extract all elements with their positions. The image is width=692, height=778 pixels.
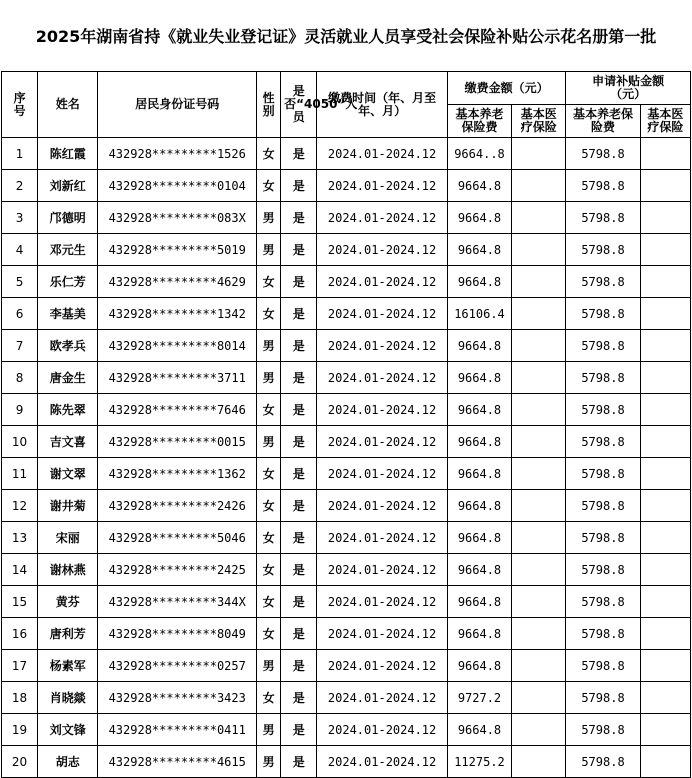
row-id-number: 432928*********2426 (98, 490, 257, 522)
row-medical-subsidy (640, 714, 690, 746)
row-name: 邝德明 (38, 202, 98, 234)
row-medical-paid (512, 746, 566, 778)
row-medical-subsidy (640, 586, 690, 618)
row-seq: 2 (2, 170, 38, 202)
row-gender: 女 (257, 138, 281, 170)
table-row (2, 298, 691, 330)
row-pension-paid: 9664.8 (447, 202, 511, 234)
header-pension-paid: 基本养老保险费 (447, 105, 511, 138)
row-id-number: 432928*********0015 (98, 426, 257, 458)
row-pension-paid: 9727.2 (447, 682, 511, 714)
row-gender: 女 (257, 554, 281, 586)
row-medical-subsidy (640, 618, 690, 650)
row-medical-paid (512, 138, 566, 170)
row-medical-paid (512, 362, 566, 394)
row-medical-subsidy (640, 330, 690, 362)
row-is-4050: 是 (281, 586, 317, 618)
row-pension-paid: 9664.8 (447, 618, 511, 650)
table-row (2, 714, 691, 746)
table-row (2, 138, 691, 170)
row-pension-paid: 9664..8 (447, 138, 511, 170)
row-pension-paid: 9664.8 (447, 170, 511, 202)
row-period: 2024.01-2024.12 (317, 394, 448, 426)
header-name: 姓名 (38, 72, 98, 138)
row-gender: 男 (257, 202, 281, 234)
row-medical-paid (512, 202, 566, 234)
row-period: 2024.01-2024.12 (317, 714, 448, 746)
row-seq: 14 (2, 554, 38, 586)
row-is-4050: 是 (281, 298, 317, 330)
table-row (2, 234, 691, 266)
row-period: 2024.01-2024.12 (317, 586, 448, 618)
row-pension-paid: 9664.8 (447, 490, 511, 522)
row-gender: 女 (257, 394, 281, 426)
row-medical-subsidy (640, 458, 690, 490)
row-is-4050: 是 (281, 138, 317, 170)
header-gender: 性别 (257, 72, 281, 138)
row-gender: 女 (257, 682, 281, 714)
row-is-4050: 是 (281, 490, 317, 522)
row-pension-paid: 16106.4 (447, 298, 511, 330)
row-is-4050: 是 (281, 170, 317, 202)
row-pension-subsidy: 5798.8 (566, 298, 640, 330)
row-medical-paid (512, 650, 566, 682)
row-medical-subsidy (640, 394, 690, 426)
row-name: 胡志 (38, 746, 98, 778)
row-pension-paid: 9664.8 (447, 586, 511, 618)
row-medical-paid (512, 618, 566, 650)
row-pension-paid: 9664.8 (447, 362, 511, 394)
table-row (2, 522, 691, 554)
table-row (2, 362, 691, 394)
row-seq: 4 (2, 234, 38, 266)
table-row (2, 426, 691, 458)
row-id-number: 432928*********8049 (98, 618, 257, 650)
row-id-number: 432928*********0257 (98, 650, 257, 682)
row-pension-paid: 9664.8 (447, 266, 511, 298)
row-period: 2024.01-2024.12 (317, 490, 448, 522)
row-medical-subsidy (640, 650, 690, 682)
row-name: 宋丽 (38, 522, 98, 554)
row-period: 2024.01-2024.12 (317, 458, 448, 490)
row-seq: 12 (2, 490, 38, 522)
row-pension-subsidy: 5798.8 (566, 234, 640, 266)
row-id-number: 432928*********2425 (98, 554, 257, 586)
row-name: 乐仁芳 (38, 266, 98, 298)
row-medical-subsidy (640, 266, 690, 298)
row-id-number: 432928*********5046 (98, 522, 257, 554)
row-name: 刘文锋 (38, 714, 98, 746)
row-name: 唐利芳 (38, 618, 98, 650)
row-pension-subsidy: 5798.8 (566, 682, 640, 714)
row-pension-subsidy: 5798.8 (566, 330, 640, 362)
row-seq: 9 (2, 394, 38, 426)
row-is-4050: 是 (281, 426, 317, 458)
row-name: 陈先翠 (38, 394, 98, 426)
row-seq: 16 (2, 618, 38, 650)
row-pension-subsidy: 5798.8 (566, 458, 640, 490)
row-medical-paid (512, 490, 566, 522)
row-name: 邓元生 (38, 234, 98, 266)
row-id-number: 432928*********1526 (98, 138, 257, 170)
row-gender: 女 (257, 618, 281, 650)
row-gender: 女 (257, 298, 281, 330)
row-is-4050: 是 (281, 746, 317, 778)
row-pension-paid: 9664.8 (447, 650, 511, 682)
table-row (2, 554, 691, 586)
page-title: 2025年湖南省持《就业失业登记证》灵活就业人员享受社会保险补贴公示花名册第一批 (35, 26, 657, 46)
row-gender: 女 (257, 458, 281, 490)
row-pension-subsidy: 5798.8 (566, 586, 640, 618)
row-name: 谢井菊 (38, 490, 98, 522)
row-is-4050: 是 (281, 394, 317, 426)
header-pension-subsidy: 基本养老保险费 (566, 105, 640, 138)
row-medical-subsidy (640, 170, 690, 202)
row-id-number: 432928*********3711 (98, 362, 257, 394)
row-id-number: 432928*********083X (98, 202, 257, 234)
row-medical-subsidy (640, 298, 690, 330)
row-seq: 7 (2, 330, 38, 362)
row-name: 欧孝兵 (38, 330, 98, 362)
row-period: 2024.01-2024.12 (317, 362, 448, 394)
row-pension-subsidy: 5798.8 (566, 650, 640, 682)
row-gender: 男 (257, 330, 281, 362)
row-id-number: 432928*********7646 (98, 394, 257, 426)
row-period: 2024.01-2024.12 (317, 618, 448, 650)
row-seq: 15 (2, 586, 38, 618)
row-seq: 5 (2, 266, 38, 298)
row-name: 陈红霞 (38, 138, 98, 170)
row-pension-subsidy: 5798.8 (566, 266, 640, 298)
row-pension-subsidy: 5798.8 (566, 618, 640, 650)
row-pension-subsidy: 5798.8 (566, 522, 640, 554)
row-pension-paid: 11275.2 (447, 746, 511, 778)
row-gender: 男 (257, 746, 281, 778)
row-medical-subsidy (640, 202, 690, 234)
row-pension-subsidy: 5798.8 (566, 426, 640, 458)
row-pension-paid: 9664.8 (447, 522, 511, 554)
row-gender: 男 (257, 650, 281, 682)
row-pension-subsidy: 5798.8 (566, 714, 640, 746)
row-seq: 1 (2, 138, 38, 170)
row-medical-paid (512, 330, 566, 362)
row-pension-paid: 9664.8 (447, 714, 511, 746)
row-is-4050: 是 (281, 362, 317, 394)
row-medical-subsidy (640, 554, 690, 586)
row-is-4050: 是 (281, 650, 317, 682)
row-id-number: 432928*********4629 (98, 266, 257, 298)
row-id-number: 432928*********4615 (98, 746, 257, 778)
row-id-number: 432928*********5019 (98, 234, 257, 266)
row-period: 2024.01-2024.12 (317, 426, 448, 458)
row-seq: 18 (2, 682, 38, 714)
row-seq: 17 (2, 650, 38, 682)
row-seq: 11 (2, 458, 38, 490)
table-row (2, 586, 691, 618)
row-gender: 女 (257, 586, 281, 618)
row-pension-subsidy: 5798.8 (566, 138, 640, 170)
row-pension-paid: 9664.8 (447, 234, 511, 266)
header-subsidy-group: 申请补贴金额（元） (566, 72, 691, 105)
row-name: 肖晓燚 (38, 682, 98, 714)
table-row (2, 394, 691, 426)
header-is-4050: 是否“4050”人员 (281, 72, 317, 138)
row-medical-paid (512, 586, 566, 618)
row-period: 2024.01-2024.12 (317, 234, 448, 266)
row-medical-subsidy (640, 522, 690, 554)
row-medical-subsidy (640, 746, 690, 778)
row-seq: 20 (2, 746, 38, 778)
row-medical-paid (512, 682, 566, 714)
row-id-number: 432928*********8014 (98, 330, 257, 362)
header-medical-subsidy: 基本医疗保险 (640, 105, 690, 138)
table-row (2, 490, 691, 522)
row-seq: 6 (2, 298, 38, 330)
table-row (2, 458, 691, 490)
row-medical-subsidy (640, 362, 690, 394)
table-row (2, 170, 691, 202)
row-medical-paid (512, 714, 566, 746)
row-name: 谢文翠 (38, 458, 98, 490)
row-name: 唐金生 (38, 362, 98, 394)
row-gender: 女 (257, 266, 281, 298)
row-is-4050: 是 (281, 330, 317, 362)
row-is-4050: 是 (281, 522, 317, 554)
row-pension-subsidy: 5798.8 (566, 362, 640, 394)
row-seq: 8 (2, 362, 38, 394)
row-id-number: 432928*********0104 (98, 170, 257, 202)
row-medical-paid (512, 266, 566, 298)
row-name: 谢林燕 (38, 554, 98, 586)
table-row (2, 746, 691, 778)
table-row (2, 202, 691, 234)
row-pension-subsidy: 5798.8 (566, 490, 640, 522)
row-gender: 男 (257, 362, 281, 394)
row-is-4050: 是 (281, 682, 317, 714)
row-medical-paid (512, 554, 566, 586)
row-pension-subsidy: 5798.8 (566, 554, 640, 586)
row-id-number: 432928*********1342 (98, 298, 257, 330)
row-name: 黄芬 (38, 586, 98, 618)
row-seq: 3 (2, 202, 38, 234)
header-seq: 序号 (2, 72, 38, 138)
row-medical-paid (512, 522, 566, 554)
row-medical-subsidy (640, 138, 690, 170)
row-seq: 10 (2, 426, 38, 458)
row-period: 2024.01-2024.12 (317, 554, 448, 586)
row-period: 2024.01-2024.12 (317, 202, 448, 234)
row-medical-paid (512, 234, 566, 266)
row-gender: 男 (257, 426, 281, 458)
row-is-4050: 是 (281, 202, 317, 234)
row-gender: 女 (257, 522, 281, 554)
row-is-4050: 是 (281, 458, 317, 490)
table-row (2, 330, 691, 362)
row-gender: 女 (257, 170, 281, 202)
row-medical-paid (512, 426, 566, 458)
row-period: 2024.01-2024.12 (317, 650, 448, 682)
row-name: 杨素军 (38, 650, 98, 682)
roster-body (2, 138, 691, 778)
row-medical-paid (512, 298, 566, 330)
table-row (2, 266, 691, 298)
row-id-number: 432928*********1362 (98, 458, 257, 490)
row-is-4050: 是 (281, 234, 317, 266)
row-name: 刘新红 (38, 170, 98, 202)
row-seq: 19 (2, 714, 38, 746)
row-medical-subsidy (640, 682, 690, 714)
row-is-4050: 是 (281, 618, 317, 650)
row-pension-paid: 9664.8 (447, 554, 511, 586)
row-pension-subsidy: 5798.8 (566, 170, 640, 202)
table-row (2, 618, 691, 650)
row-pension-paid: 9664.8 (447, 426, 511, 458)
row-medical-subsidy (640, 426, 690, 458)
row-seq: 13 (2, 522, 38, 554)
table-row (2, 682, 691, 714)
header-id-number: 居民身份证号码 (98, 72, 257, 138)
row-pension-subsidy: 5798.8 (566, 394, 640, 426)
row-is-4050: 是 (281, 554, 317, 586)
row-medical-subsidy (640, 234, 690, 266)
row-medical-subsidy (640, 490, 690, 522)
row-gender: 男 (257, 714, 281, 746)
row-pension-paid: 9664.8 (447, 458, 511, 490)
row-period: 2024.01-2024.12 (317, 138, 448, 170)
row-period: 2024.01-2024.12 (317, 170, 448, 202)
row-medical-paid (512, 458, 566, 490)
row-period: 2024.01-2024.12 (317, 298, 448, 330)
row-is-4050: 是 (281, 714, 317, 746)
row-is-4050: 是 (281, 266, 317, 298)
row-medical-paid (512, 394, 566, 426)
row-period: 2024.01-2024.12 (317, 266, 448, 298)
table-row (2, 650, 691, 682)
row-period: 2024.01-2024.12 (317, 330, 448, 362)
row-name: 吉文喜 (38, 426, 98, 458)
row-pension-subsidy: 5798.8 (566, 746, 640, 778)
header-payment-group: 缴费金额（元） (447, 72, 566, 105)
row-name: 李基美 (38, 298, 98, 330)
header-period: 缴费时间（年、月至年、月） (317, 72, 448, 138)
row-period: 2024.01-2024.12 (317, 746, 448, 778)
row-id-number: 432928*********3423 (98, 682, 257, 714)
roster-table (1, 71, 691, 778)
row-id-number: 432928*********0411 (98, 714, 257, 746)
row-medical-paid (512, 170, 566, 202)
row-pension-subsidy: 5798.8 (566, 202, 640, 234)
header-medical-paid: 基本医疗保险 (512, 105, 566, 138)
row-pension-paid: 9664.8 (447, 394, 511, 426)
row-period: 2024.01-2024.12 (317, 522, 448, 554)
row-pension-paid: 9664.8 (447, 330, 511, 362)
row-period: 2024.01-2024.12 (317, 682, 448, 714)
row-gender: 女 (257, 490, 281, 522)
row-id-number: 432928*********344X (98, 586, 257, 618)
row-gender: 男 (257, 234, 281, 266)
